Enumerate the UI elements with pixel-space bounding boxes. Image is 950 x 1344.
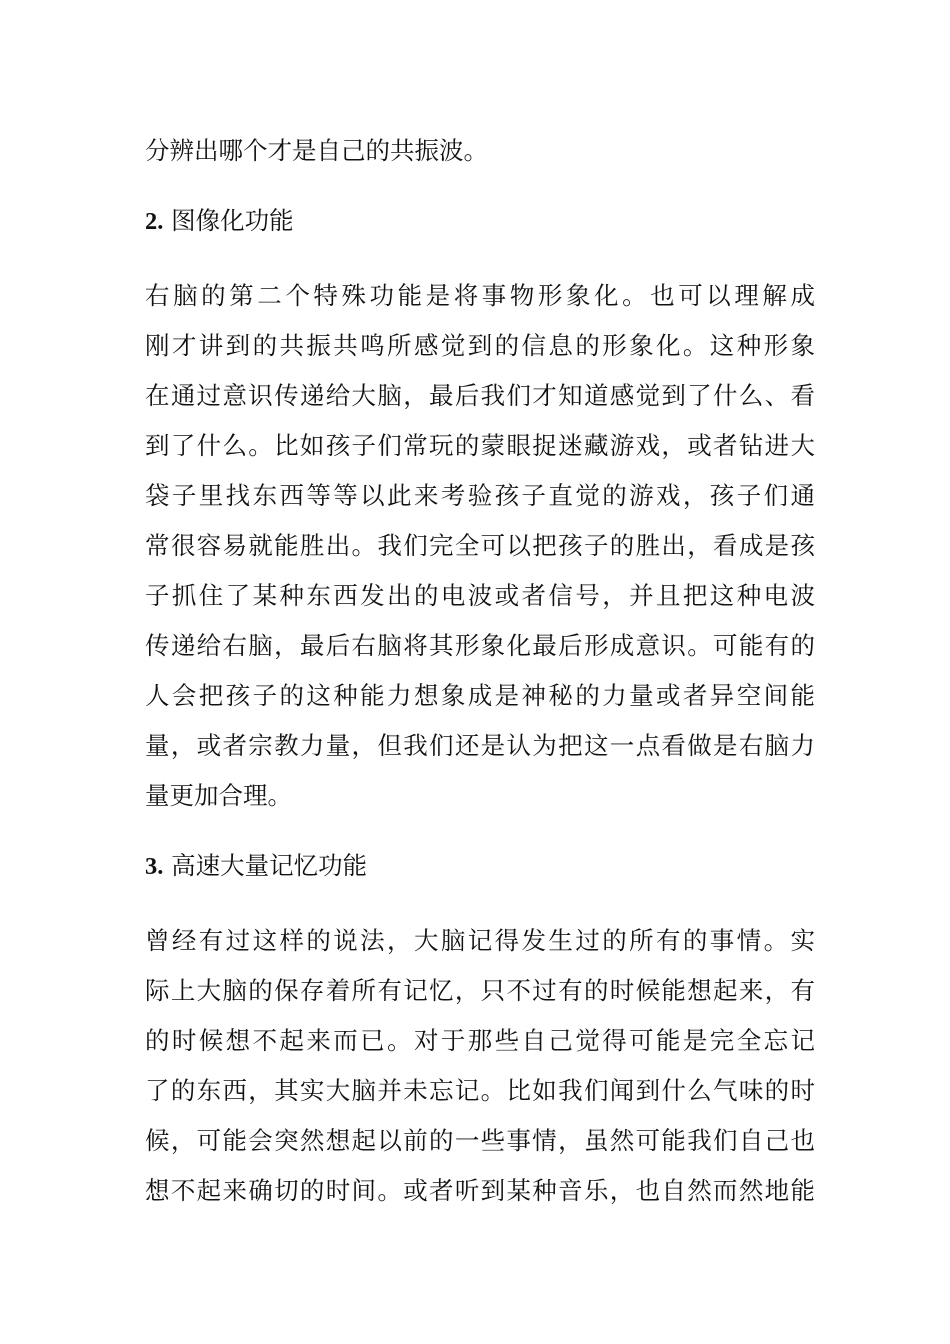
- text-line: 传递给右脑，最后右脑将其形象化最后形成意识。可能有的: [145, 631, 815, 660]
- text-line: 在通过意识传递给大脑，最后我们才知道感觉到了什么、看: [145, 381, 815, 410]
- text-line: 常很容易就能胜出。我们完全可以把孩子的胜出，看成是孩: [145, 531, 815, 560]
- text-line: 人会把孩子的这种能力想象成是神秘的力量或者异空间能: [145, 681, 815, 710]
- text-line: 子抓住了某种东西发出的电波或者信号，并且把这种电波: [145, 581, 815, 610]
- section-title: 图像化功能: [163, 206, 294, 235]
- text-line: 了的东西，其实大脑并未忘记。比如我们闻到什么气味的时: [145, 1076, 815, 1105]
- text-line: 想不起来确切的时间。或者听到某种音乐，也自然而然地能: [145, 1176, 815, 1205]
- text-line: 的时候想不起来而已。对于那些自己觉得可能是完全忘记: [145, 1026, 815, 1055]
- section-number: 2.: [145, 208, 164, 235]
- section-heading: [145, 850, 815, 883]
- text-line: 到了什么。比如孩子们常玩的蒙眼捉迷藏游戏，或者钻进大: [145, 431, 815, 460]
- text-line: 右脑的第二个特殊功能是将事物形象化。也可以理解成: [145, 281, 815, 310]
- text-line: 刚才讲到的共振共鸣所感觉到的信息的形象化。这种形象: [145, 331, 815, 360]
- text-line: 际上大脑的保存着所有记忆，只不过有的时候能想起来，有: [145, 976, 815, 1005]
- section-title: 高速大量记忆功能: [163, 851, 368, 880]
- text-line: 分辨出哪个才是自己的共振波。: [145, 136, 488, 165]
- section-heading: [145, 205, 815, 238]
- section-number: 3.: [145, 853, 164, 880]
- text-line: 量更加合理。: [145, 781, 292, 810]
- text-line: 曾经有过这样的说法，大脑记得发生过的所有的事情。实: [145, 926, 815, 955]
- text-line: 量，或者宗教力量，但我们还是认为把这一点看做是右脑力: [145, 731, 815, 760]
- text-line: 候，可能会突然想起以前的一些事情，虽然可能我们自己也: [145, 1126, 815, 1155]
- text-line: 袋子里找东西等等以此来考验孩子直觉的游戏，孩子们通: [145, 481, 815, 510]
